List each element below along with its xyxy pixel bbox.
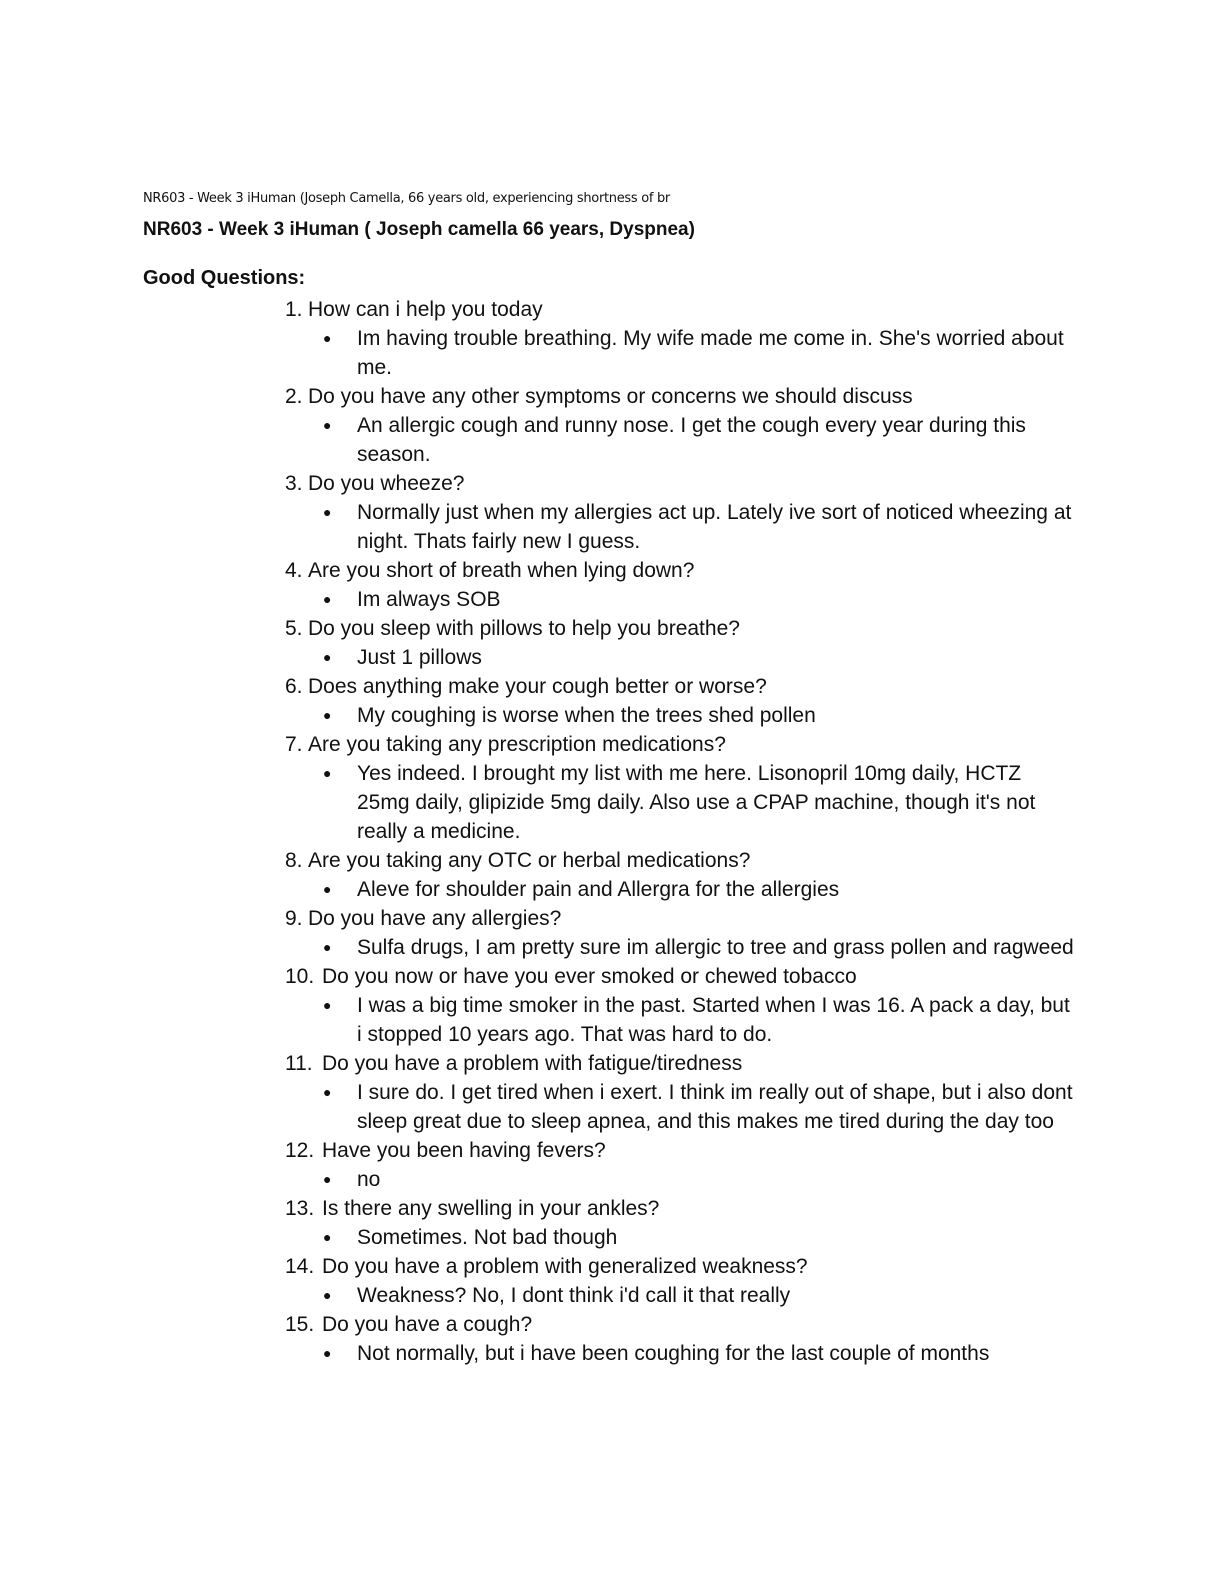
bullet-icon: ● xyxy=(323,504,332,520)
answer xyxy=(323,1281,1075,1310)
question-text: Are you taking any OTC or herbal medications? xyxy=(308,849,751,872)
question-text: Are you short of breath when lying down? xyxy=(308,559,695,582)
question-number: 1. xyxy=(285,298,303,321)
answer-text: Im always SOB xyxy=(357,588,501,611)
answer-text: Not normally, but i have been coughing for the last couple of months xyxy=(357,1342,990,1365)
answer xyxy=(323,1078,1075,1136)
question-number: 7. xyxy=(285,733,303,756)
question-number: 3. xyxy=(285,472,303,495)
question-text: Is there any swelling in your ankles? xyxy=(322,1197,660,1220)
question-text: Do you have a problem with generalized weakness? xyxy=(322,1255,808,1278)
answer xyxy=(323,411,1075,469)
question-text: Do you sleep with pillows to help you breathe? xyxy=(308,617,740,640)
question-text: Do you have any allergies? xyxy=(308,907,562,930)
question xyxy=(285,1252,1075,1281)
bullet-icon: ● xyxy=(323,1084,332,1100)
answer xyxy=(323,875,1075,904)
question-number: 4. xyxy=(285,559,303,582)
answer-text: Aleve for shoulder pain and Allergra for the allergies xyxy=(357,878,840,901)
question xyxy=(285,1194,1075,1223)
question xyxy=(285,556,1075,585)
bullet-icon: ● xyxy=(323,417,332,433)
question-number: 9. xyxy=(285,907,303,930)
question-number: 15. xyxy=(285,1313,315,1336)
question xyxy=(285,730,1075,759)
question xyxy=(285,295,1075,324)
bullet-icon: ● xyxy=(323,997,332,1013)
answer-text: Sometimes. Not bad though xyxy=(357,1226,618,1249)
list-item xyxy=(285,962,1075,1049)
question-number: 6. xyxy=(285,675,303,698)
question-number: 8. xyxy=(285,849,303,872)
question xyxy=(285,1136,1075,1165)
question xyxy=(285,904,1075,933)
question-number: 12. xyxy=(285,1139,315,1162)
bullet-icon: ● xyxy=(323,1171,332,1187)
bullet-icon: ● xyxy=(323,330,332,346)
answer-text: I sure do. I get tired when i exert. I think im really out of shape, but i also dont sleep great due to sleep apnea, and this makes me tired during the day too xyxy=(357,1081,1073,1133)
bullet-icon: ● xyxy=(323,649,332,665)
list-item xyxy=(285,1136,1075,1194)
answer-text: Im having trouble breathing. My wife made me come in. She's worried about me. xyxy=(357,327,1064,379)
answer xyxy=(323,324,1075,382)
question-number: 10. xyxy=(285,965,315,988)
answer-text: no xyxy=(357,1168,381,1191)
answer xyxy=(323,1165,1075,1194)
question-text: Do you wheeze? xyxy=(308,472,465,495)
question-number: 2. xyxy=(285,385,303,408)
list-item xyxy=(285,1194,1075,1252)
answer xyxy=(323,991,1075,1049)
question-text: Does anything make your cough better or worse? xyxy=(308,675,767,698)
question xyxy=(285,1310,1075,1339)
list-item xyxy=(285,469,1075,556)
question-number: 11. xyxy=(285,1052,313,1075)
answer-text: Normally just when my allergies act up. Lately ive sort of noticed wheezing at night. Thats fairly new I guess. xyxy=(357,501,1072,553)
question xyxy=(285,614,1075,643)
bullet-icon: ● xyxy=(323,881,332,897)
answer-text: Sulfa drugs, I am pretty sure im allergic to tree and grass pollen and ragweed xyxy=(357,936,1074,959)
answer xyxy=(323,1223,1075,1252)
document-title: NR603 - Week 3 iHuman ( Joseph camella 66 years, Dyspnea) xyxy=(143,219,695,240)
list-item xyxy=(285,904,1075,962)
question-text: Do you now or have you ever smoked or chewed tobacco xyxy=(322,965,857,988)
question-number: 13. xyxy=(285,1197,315,1220)
bullet-icon: ● xyxy=(323,591,332,607)
question-number: 14. xyxy=(285,1255,315,1278)
list-item xyxy=(285,556,1075,614)
bullet-icon: ● xyxy=(323,1229,332,1245)
section-heading: Good Questions: xyxy=(143,267,306,289)
answer xyxy=(323,1339,1075,1368)
answer-text: An allergic cough and runny nose. I get the cough every year during this season. xyxy=(357,414,1026,466)
bullet-icon: ● xyxy=(323,939,332,955)
question xyxy=(285,469,1075,498)
document-header-text: NR603 - Week 3 iHuman (Joseph Camella, 66 years old, experiencing shortness of br xyxy=(143,191,670,206)
list-item xyxy=(285,382,1075,469)
list-item xyxy=(285,1049,1075,1136)
question-text: Do you have a problem with fatigue/tiredness xyxy=(322,1052,743,1075)
list-item xyxy=(285,1252,1075,1310)
bullet-icon: ● xyxy=(323,1345,332,1361)
answer xyxy=(323,759,1075,846)
answer xyxy=(323,498,1075,556)
bullet-icon: ● xyxy=(323,765,332,781)
bullet-icon: ● xyxy=(323,1287,332,1303)
answer-text: I was a big time smoker in the past. Started when I was 16. A pack a day, but i stopped 10 years ago. That was hard to do. xyxy=(357,994,1070,1046)
answer-text: My coughing is worse when the trees shed pollen xyxy=(357,704,816,727)
question-text: How can i help you today xyxy=(308,298,543,321)
question-text: Do you have a cough? xyxy=(322,1313,533,1336)
list-item xyxy=(285,295,1075,382)
question xyxy=(285,672,1075,701)
list-item xyxy=(285,730,1075,846)
list-item xyxy=(285,614,1075,672)
question-text: Do you have any other symptoms or concerns we should discuss xyxy=(308,385,913,408)
answer-text: Yes indeed. I brought my list with me here. Lisonopril 10mg daily, HCTZ 25mg daily, glipizide 5mg daily. Also use a CPAP machine, though it's not really a medicine. xyxy=(357,762,1036,843)
bullet-icon: ● xyxy=(323,707,332,723)
answer xyxy=(323,643,1075,672)
question xyxy=(285,962,1075,991)
question-number: 5. xyxy=(285,617,303,640)
list-item xyxy=(285,846,1075,904)
question-answer-list xyxy=(285,295,1075,1368)
question xyxy=(285,846,1075,875)
list-item xyxy=(285,1310,1075,1368)
question-text: Have you been having fevers? xyxy=(322,1139,606,1162)
answer-text: Just 1 pillows xyxy=(357,646,482,669)
answer xyxy=(323,701,1075,730)
question-text: Are you taking any prescription medications? xyxy=(308,733,726,756)
answer xyxy=(323,585,1075,614)
answer xyxy=(323,933,1075,962)
answer-text: Weakness? No, I dont think i'd call it that really xyxy=(357,1284,791,1307)
question xyxy=(285,382,1075,411)
question xyxy=(285,1049,1075,1078)
list-item xyxy=(285,672,1075,730)
